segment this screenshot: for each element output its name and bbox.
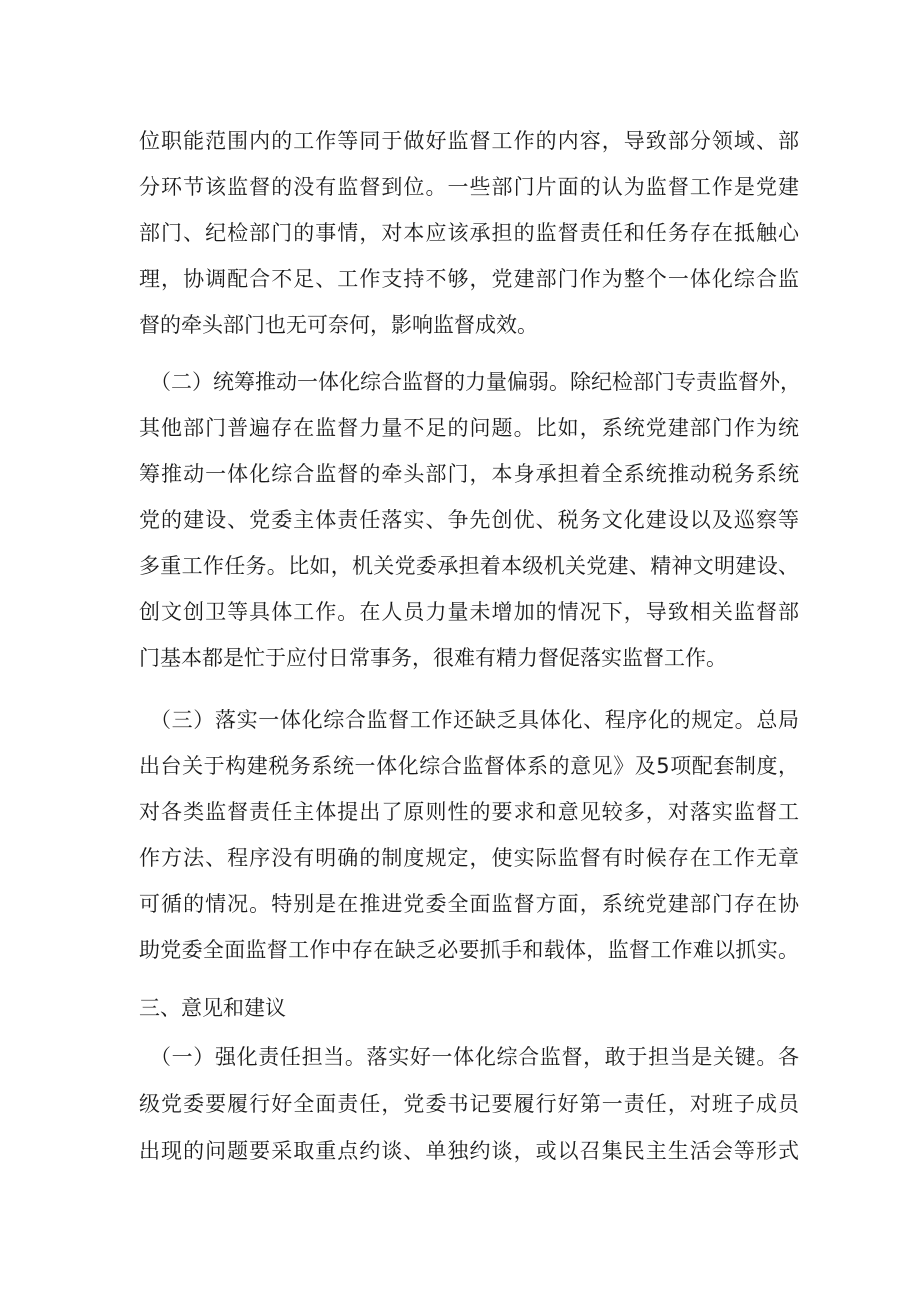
paragraph-line: 督的牵头部门也无可奈何，影响监督成效。	[139, 313, 538, 337]
section-heading: 三、意见和建议	[139, 996, 286, 1020]
paragraph-line: 作方法、程序没有明确的制度规定，使实际监督有时候存在工作无章	[139, 846, 799, 870]
paragraph-line: 对各类监督责任主体提出了原则性的要求和意见较多，对落实监督工	[139, 800, 799, 824]
paragraph-line: 理，协调配合不足、工作支持不够，党建部门作为整个一体化综合监	[139, 267, 799, 291]
paragraph-line: 助党委全面监督工作中存在缺乏必要抓手和载体，监督工作难以抓实。	[139, 938, 799, 962]
paragraph-line: 多重工作任务。比如，机关党委承担着本级机关党建、精神文明建设、	[139, 554, 799, 578]
paragraph-line: 出现的问题要采取重点约谈、单独约谈，或以召集民主生活会等形式	[139, 1139, 799, 1163]
paragraph-line: 可循的情况。特别是在推进党委全面监督方面，系统党建部门存在协	[139, 892, 799, 916]
paragraph-line: 位职能范围内的工作等同于做好监督工作的内容，导致部分领域、部	[139, 129, 799, 153]
paragraph-line: 党的建设、党委主体责任落实、争先创优、税务文化建设以及巡察等	[139, 508, 799, 532]
paragraph-line: 出台关于构建税务系统一体化综合监督体系的意见》及5项配套制度，	[139, 754, 799, 778]
paragraph-line: （二）统筹推动一体化综合监督的力量偏弱。除纪检部门专责监督外，	[150, 370, 801, 394]
paragraph-line: 其他部门普遍存在监督力量不足的问题。比如，系统党建部门作为统	[139, 416, 799, 440]
paragraph-line: 部门、纪检部门的事情，对本应该承担的监督责任和任务存在抵触心	[139, 221, 799, 245]
paragraph-line: 级党委要履行好全面责任，党委书记要履行好第一责任，对班子成员	[139, 1092, 799, 1116]
paragraph-line: 创文创卫等具体工作。在人员力量未增加的情况下，导致相关监督部	[139, 600, 799, 624]
paragraph-line: 分环节该监督的没有监督到位。一些部门片面的认为监督工作是党建	[139, 175, 799, 199]
paragraph-line: （一）强化责任担当。落实好一体化综合监督，敢于担当是关键。各	[150, 1045, 799, 1069]
paragraph-line: 门基本都是忙于应付日常事务，很难有精力督促落实监督工作。	[139, 646, 727, 670]
paragraph-line: 筹推动一体化综合监督的牵头部门，本身承担着全系统推动税务系统	[139, 462, 799, 486]
paragraph-line: （三）落实一体化综合监督工作还缺乏具体化、程序化的规定。总局	[150, 708, 799, 732]
